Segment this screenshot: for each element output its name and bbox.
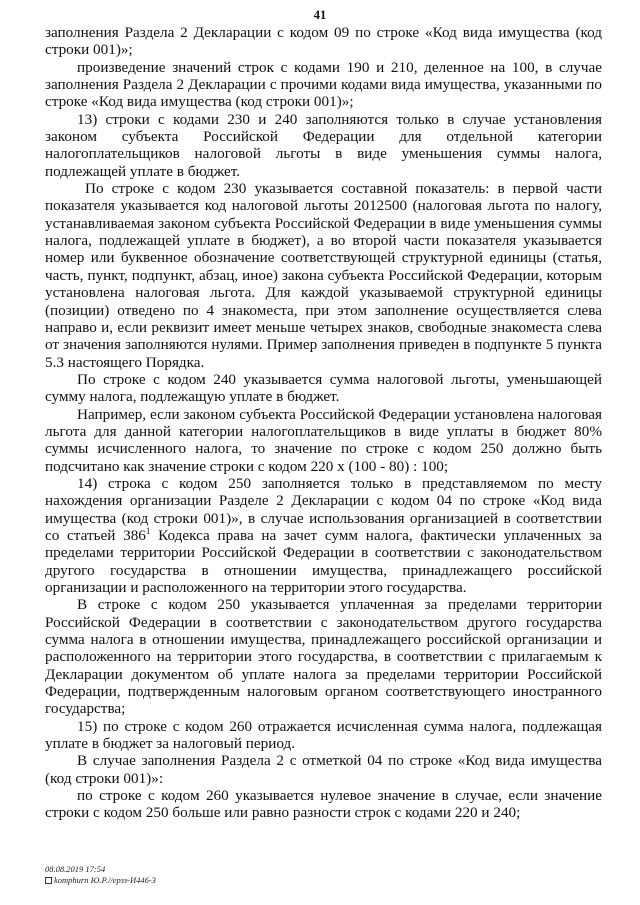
paragraph-7-superscript: 1 — [145, 525, 151, 536]
paragraph-4: По строке с кодом 230 указывается составной показатель: в первой части показателя указывается код налоговой льготы 2012500 (налоговая льгота по налогу, устанавливаемая законом субъекта Российской Федерации в виде уменьшения суммы налога, подлежащей уплате в бюджет), а во второй части показателя указывается номер или буквенное обозначение соответствующей структурной единицы (статья, часть, пункт, подпункт, абзац, иное) закона субъекта Российской Федерации, которым установлена налоговая льгота. Для каждой указываемой структурной единицы (позиции) отведено по 4 знакоместа, при этом заполнение осуществляется слева направо и, если реквизит имеет меньше четырех знаков, свободные знакоместа слева от значения заполняются нулями. Пример заполнения приведен в подпункте 5 пункта 5.3 настоящего Порядка. — [45, 180, 602, 371]
paragraph-9: 15) по строке с кодом 260 отражается исчисленная сумма налога, подлежащая уплате в бюджет за налоговый период. — [45, 717, 602, 753]
footer-user-line — [45, 875, 156, 886]
paragraph-3: 13) строки с кодами 230 и 240 заполняются только в случае установления законом субъекта Российской Федерации для отдельной категории налогоплательщиков налоговой льготы в виде уменьшения суммы налога, подлежащей уплате в бюджет. — [45, 110, 602, 180]
paragraph-11: по строке с кодом 260 указывается нулевое значение в случае, если значение строки с кодом 250 больше или равно разности строк с кодами 220 и 240; — [45, 787, 602, 822]
page-number: 41 — [313, 8, 327, 22]
footer-date: 08.08.2019 17:54 — [45, 864, 106, 874]
paragraph-10: В случае заполнения Раздела 2 с отметкой 04 по строке «Код вида имущества (код строки 001)»: — [45, 752, 602, 787]
paragraph-5: По строке с кодом 240 указывается сумма налоговой льготы, уменьшающей сумму налога, подлежащую уплате в бюджет. — [45, 370, 602, 406]
paragraph-2: произведение значений строк с кодами 190 и 210, деленное на 100, в случае заполнения Раздела 2 Декларации с прочими кодами вида имущества, указанными по строке «Код вида имущества (код строки 001)»; — [45, 58, 602, 111]
paragraph-8: В строке с кодом 250 указывается уплаченная за пределами территории Российской Федерации в соответствии с законодательством другого государства сумма налога в отношении имущества, принадлежащего российской организации и расположенного на территории этого государства, в соответствии с прилагаемым к Декларации документом об уплате налога за пределами территории Российской Федерации, подтвержденным налоговым органом соответствующего иностранного государства; — [45, 596, 602, 718]
paragraph-7-head: 14) строка с кодом 250 заполняется только в представляемом по месту нахождения организации Разделе 2 Декларации с кодом 04 по строке «Код вида имущества (код строки 001)», в случае использования организацией в соответствии со статьей 386 — [45, 474, 602, 544]
document-body — [45, 24, 602, 822]
paragraph-7-tail: Кодекса права на зачет сумм налога, фактически уплаченных за пределами территории Российской Федерации в соответствии с законодательством другого государства в отношении имущества, принадлежащего российской организации и расположенного на территории этого государства. — [45, 526, 602, 596]
paragraph-6: Например, если законом субъекта Российской Федерации установлена налоговая льгота для данной категории налогоплательщиков в виде уплаты в бюджет 80% суммы исчисленного налога, то значение по строке с кодом 250 должно быть подсчитано как значение строки с кодом 220 x (100 - 80) : 100; — [45, 405, 602, 475]
document-icon — [45, 877, 52, 884]
paragraph-1: заполнения Раздела 2 Декларации с кодом 09 по строке «Код вида имущества (код строки 001)»; — [45, 24, 602, 59]
footer-stamp — [45, 864, 156, 885]
paragraph-7 — [45, 475, 602, 596]
footer-user: komphurn Ю.Р.//ерзз-И446-3 — [54, 874, 156, 885]
